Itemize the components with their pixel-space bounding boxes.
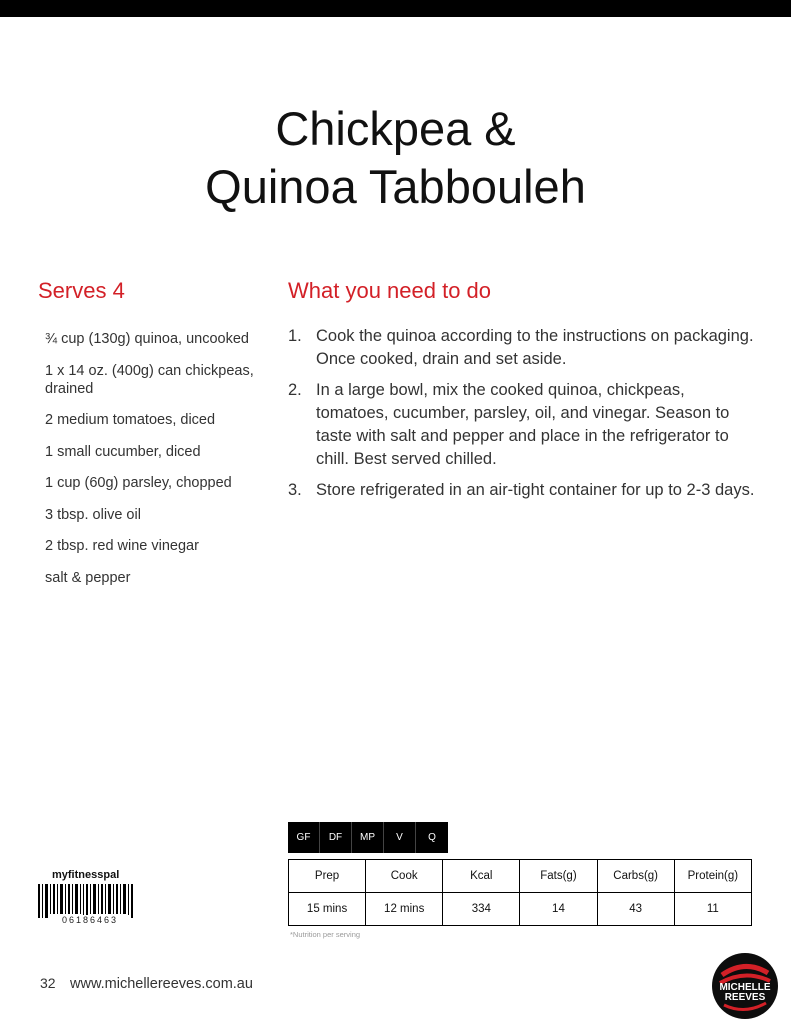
logo-line-2: REEVES bbox=[724, 992, 766, 1003]
ingredient-item: 3 tbsp. olive oil bbox=[45, 506, 141, 523]
step-number: 1. bbox=[288, 327, 302, 345]
website-link[interactable]: www.michellereeves.com.au bbox=[70, 976, 253, 992]
ingredient-item: ¾ cup (130g) quinoa, uncooked bbox=[45, 331, 249, 347]
top-bar bbox=[0, 0, 791, 17]
nutrition-value: 15 mins bbox=[289, 893, 366, 926]
nutrition-value: 14 bbox=[520, 893, 597, 926]
ingredient-item: 1 small cucumber, diced bbox=[45, 443, 201, 460]
step-text: Store refrigerated in an air-tight container for up to 2-3 days. bbox=[316, 481, 755, 499]
recipe-title-line-2: Quinoa Tabbouleh bbox=[205, 160, 586, 213]
nutrition-header: Protein(g) bbox=[674, 860, 751, 893]
nutrition-header: Fats(g) bbox=[520, 860, 597, 893]
barcode-icon[interactable] bbox=[38, 884, 136, 918]
nutrition-header: Carbs(g) bbox=[597, 860, 674, 893]
tag-gluten-free: GF bbox=[288, 822, 320, 853]
serves-heading: Serves 4 bbox=[38, 278, 125, 303]
ingredient-item: 2 tbsp. red wine vinegar bbox=[45, 538, 199, 554]
nutrition-header: Kcal bbox=[443, 860, 520, 893]
tag-dairy-free: DF bbox=[320, 822, 352, 853]
ingredient-item: salt & pepper bbox=[45, 569, 131, 586]
tag-meal-prep: MP bbox=[352, 822, 384, 853]
nutrition-value: 43 bbox=[597, 893, 674, 926]
recipe-title bbox=[0, 100, 791, 216]
ingredient-item: 2 medium tomatoes, diced bbox=[45, 412, 216, 428]
nutrition-value: 11 bbox=[674, 893, 751, 926]
method-step bbox=[288, 479, 758, 502]
nutrition-header-row bbox=[289, 860, 752, 893]
method-step bbox=[288, 379, 758, 471]
ingredient-item: 1 cup (60g) parsley, chopped bbox=[45, 475, 232, 491]
ingredient-item: 1 x 14 oz. (400g) can chickpeas, drained bbox=[45, 362, 254, 397]
step-text: In a large bowl, mix the cooked quinoa, chickpeas, tomatoes, cucumber, parsley, oil, and vinegar. Season to taste with salt and pepper and place in the refrigerator to chill. Best served chilled. bbox=[316, 381, 730, 468]
logo-line-1: MICHELLE bbox=[719, 982, 771, 993]
nutrition-value: 334 bbox=[443, 893, 520, 926]
page-number: 32 bbox=[40, 975, 56, 991]
nutrition-header: Prep bbox=[289, 860, 366, 893]
tag-vegetarian: V bbox=[384, 822, 416, 853]
ingredients-list bbox=[45, 330, 275, 600]
dietary-tags bbox=[288, 822, 448, 853]
nutrition-table bbox=[288, 859, 752, 926]
nutrition-header: Cook bbox=[366, 860, 443, 893]
step-text: Cook the quinoa according to the instructions on packaging. Once cooked, drain and set aside. bbox=[316, 327, 754, 368]
recipe-title-line-1: Chickpea & bbox=[275, 102, 516, 155]
nutrition-value-row bbox=[289, 893, 752, 926]
michelle-reeves-logo bbox=[712, 953, 778, 1019]
step-number: 3. bbox=[288, 481, 302, 499]
step-number: 2. bbox=[288, 381, 302, 399]
myfitnesspal-label: myfitnesspal bbox=[52, 869, 120, 881]
barcode-number: 06186463 bbox=[50, 915, 130, 925]
method-steps bbox=[288, 325, 758, 510]
method-step bbox=[288, 325, 758, 371]
tag-quick: Q bbox=[428, 832, 436, 843]
method-heading: What you need to do bbox=[288, 278, 492, 303]
nutrition-value: 12 mins bbox=[366, 893, 443, 926]
nutrition-note: *Nutrition per serving bbox=[290, 930, 361, 939]
